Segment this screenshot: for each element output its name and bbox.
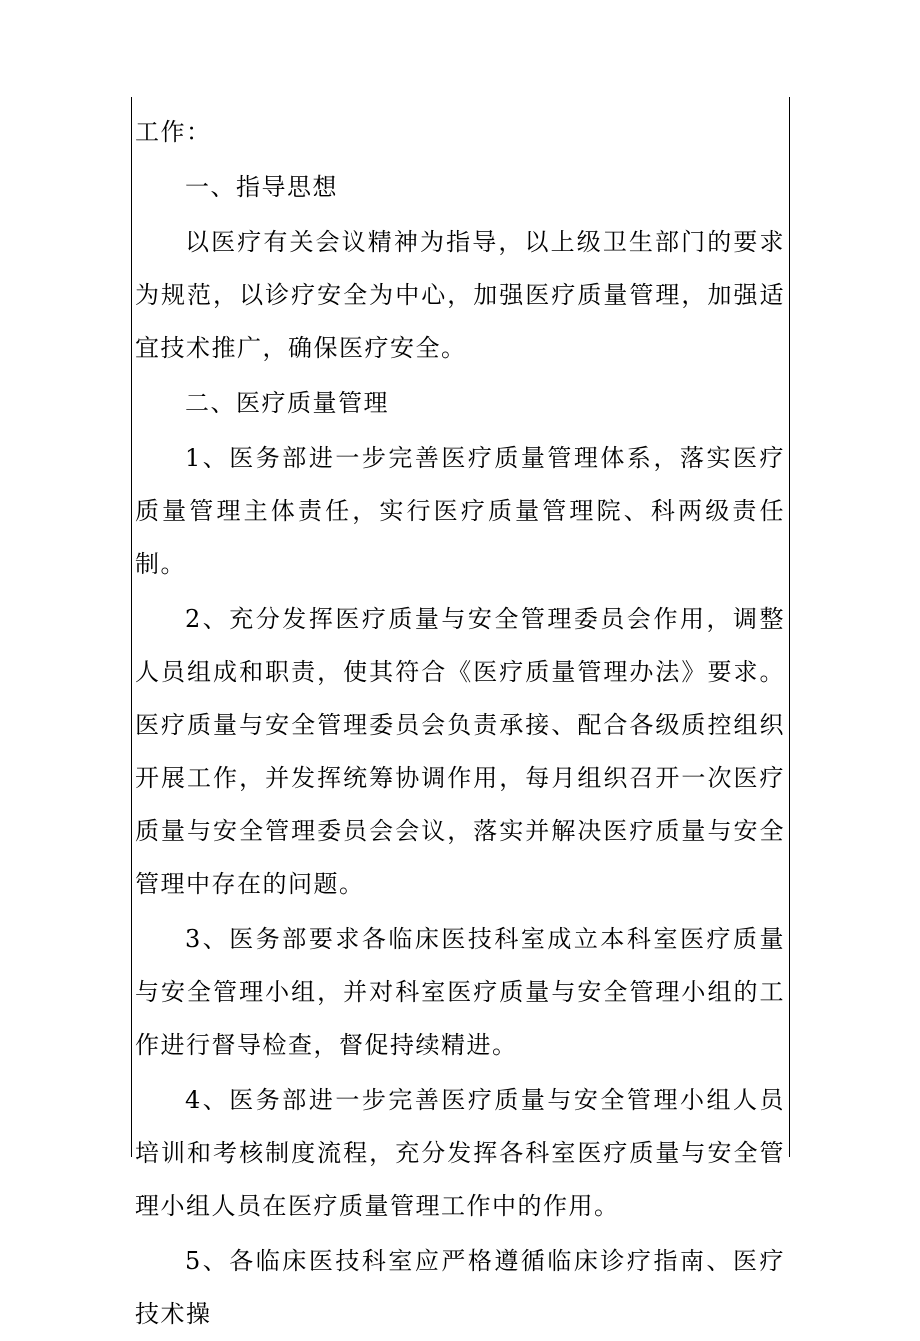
paragraph-item-2: 2、充分发挥医疗质量与安全管理委员会作用，调整人员组成和职责，使其符合《医疗质量管理办法》要求。医疗质量与安全管理委员会负责承接、配合各级质控组织开展工作，并发挥统筹协调作用，每月组织召开一次医疗质量与安全管理委员会会议，落实并解决医疗质量与安全管理中存在的问题。 [135,605,785,898]
paragraph-item-5: 5、各临床医技科室应严格遵循临床诊疗指南、医疗技术操 [135,1247,785,1328]
paragraph-item-4: 4、医务部进一步完善医疗质量与安全管理小组人员培训和考核制度流程，充分发挥各科室医疗质量与安全管理小组人员在医疗质量管理工作中的作用。 [135,1086,785,1220]
table-right-border [789,97,790,1157]
section-heading-guiding-ideology: 一、指导思想 [185,173,338,201]
paragraph-continuation: 工作： [135,118,212,146]
paragraph-item-1: 1、医务部进一步完善医疗质量管理体系，落实医疗质量管理主体责任，实行医疗质量管理院、科两级责任制。 [135,444,785,578]
paragraph-guiding-ideology: 以医疗有关会议精神为指导，以上级卫生部门的要求为规范，以诊疗安全为中心，加强医疗质量管理，加强适宜技术推广，确保医疗安全。 [135,228,785,362]
table-left-border [131,97,132,1157]
paragraph-item-3: 3、医务部要求各临床医技科室成立本科室医疗质量与安全管理小组，并对科室医疗质量与安全管理小组的工作进行督导检查，督促持续精进。 [135,925,785,1059]
section-heading-quality-management: 二、医疗质量管理 [185,389,389,417]
document-body [135,106,785,1341]
